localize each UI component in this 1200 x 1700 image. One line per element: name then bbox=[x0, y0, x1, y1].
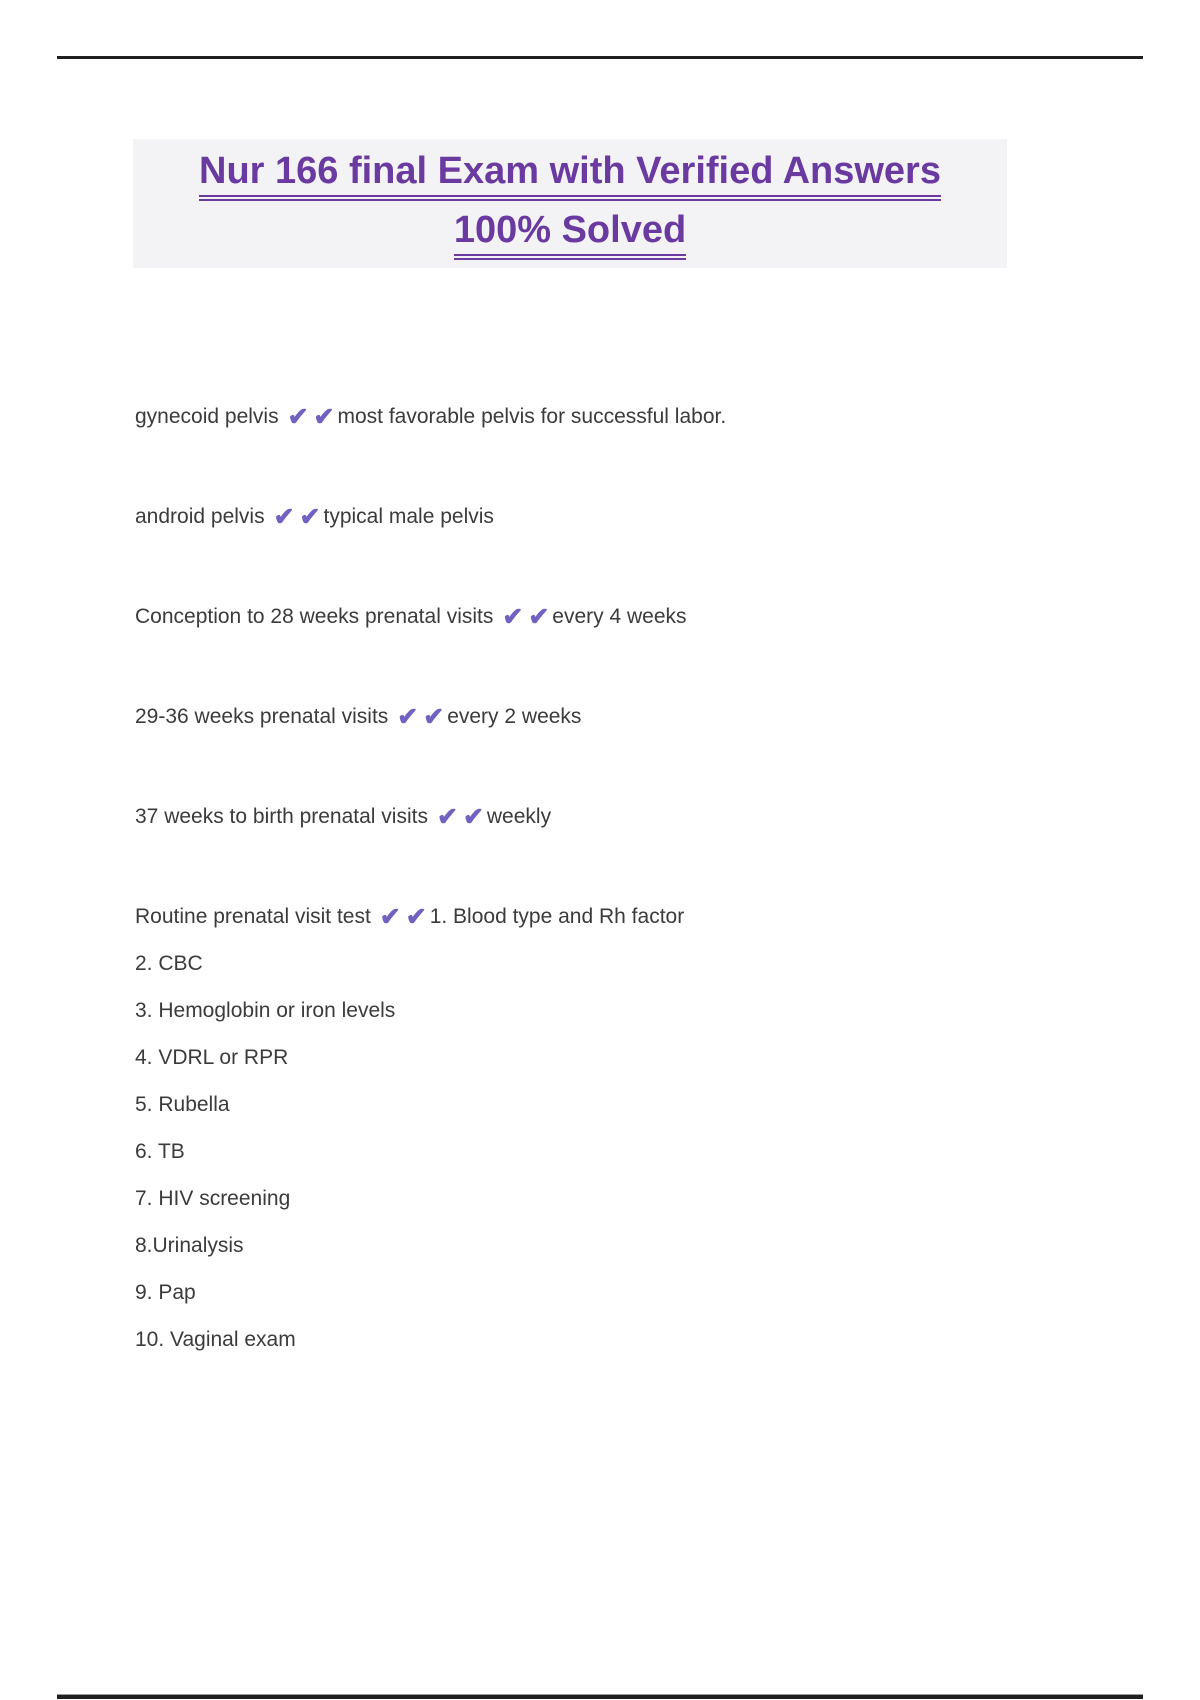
qa-term: android pelvis bbox=[135, 505, 265, 528]
qa-term: Conception to 28 weeks prenatal visits bbox=[135, 605, 494, 628]
qa-answer: every 4 weeks bbox=[552, 605, 687, 628]
checkmark-icon: ✔ bbox=[423, 703, 445, 731]
qa-answer: most favorable pelvis for successful labor. bbox=[337, 405, 727, 428]
qa-answer: weekly bbox=[486, 805, 552, 828]
list-item: 2. CBC bbox=[135, 952, 203, 975]
qa-term: 29-36 weeks prenatal visits bbox=[135, 705, 389, 728]
checkmark-icon: ✔ bbox=[313, 403, 335, 431]
checkmark-icon: ✔ bbox=[397, 703, 419, 731]
checkmark-icon: ✔ bbox=[502, 603, 524, 631]
list-item: 8.Urinalysis bbox=[135, 1234, 244, 1257]
checkmark-icon: ✔ bbox=[379, 903, 401, 931]
title-banner bbox=[133, 139, 1007, 268]
document-title-line-1 bbox=[133, 149, 1007, 201]
qa-answer: every 2 weeks bbox=[447, 705, 582, 728]
qa-term: 37 weeks to birth prenatal visits bbox=[135, 805, 428, 828]
list-item: 6. TB bbox=[135, 1140, 185, 1163]
list-item: 7. HIV screening bbox=[135, 1187, 291, 1210]
checkmark-icon: ✔ bbox=[299, 503, 321, 531]
qa-line bbox=[135, 504, 1085, 530]
qa-answer: 1. Blood type and Rh factor bbox=[429, 905, 685, 928]
list-item: 5. Rubella bbox=[135, 1093, 230, 1116]
checkmark-icon: ✔ bbox=[436, 803, 458, 831]
checkmark-icon: ✔ bbox=[528, 603, 550, 631]
list-item: 10. Vaginal exam bbox=[135, 1328, 296, 1351]
checkmark-icon: ✔ bbox=[273, 503, 295, 531]
page-bottom-rule bbox=[57, 1694, 1143, 1699]
checkmark-icon: ✔ bbox=[287, 403, 309, 431]
list-item: 3. Hemoglobin or iron levels bbox=[135, 999, 396, 1022]
checkmark-icon: ✔ bbox=[462, 803, 484, 831]
document-title: Nur 166 final Exam with Verified Answers bbox=[199, 149, 941, 201]
qa-term: gynecoid pelvis bbox=[135, 405, 279, 428]
qa-line bbox=[135, 904, 1085, 930]
list-item: 4. VDRL or RPR bbox=[135, 1046, 289, 1069]
qa-term: Routine prenatal visit test bbox=[135, 905, 371, 928]
qa-line bbox=[135, 404, 1085, 430]
document-title-line-2 bbox=[133, 208, 1007, 260]
qa-line bbox=[135, 804, 1085, 830]
page-top-rule bbox=[57, 56, 1143, 59]
document-title-continued: 100% Solved bbox=[454, 208, 686, 260]
checkmark-icon: ✔ bbox=[405, 903, 427, 931]
qa-answer: typical male pelvis bbox=[323, 505, 494, 528]
qa-line bbox=[135, 704, 1085, 730]
list-item: 9. Pap bbox=[135, 1281, 196, 1304]
qa-line bbox=[135, 604, 1085, 630]
document-body bbox=[135, 404, 1085, 1374]
